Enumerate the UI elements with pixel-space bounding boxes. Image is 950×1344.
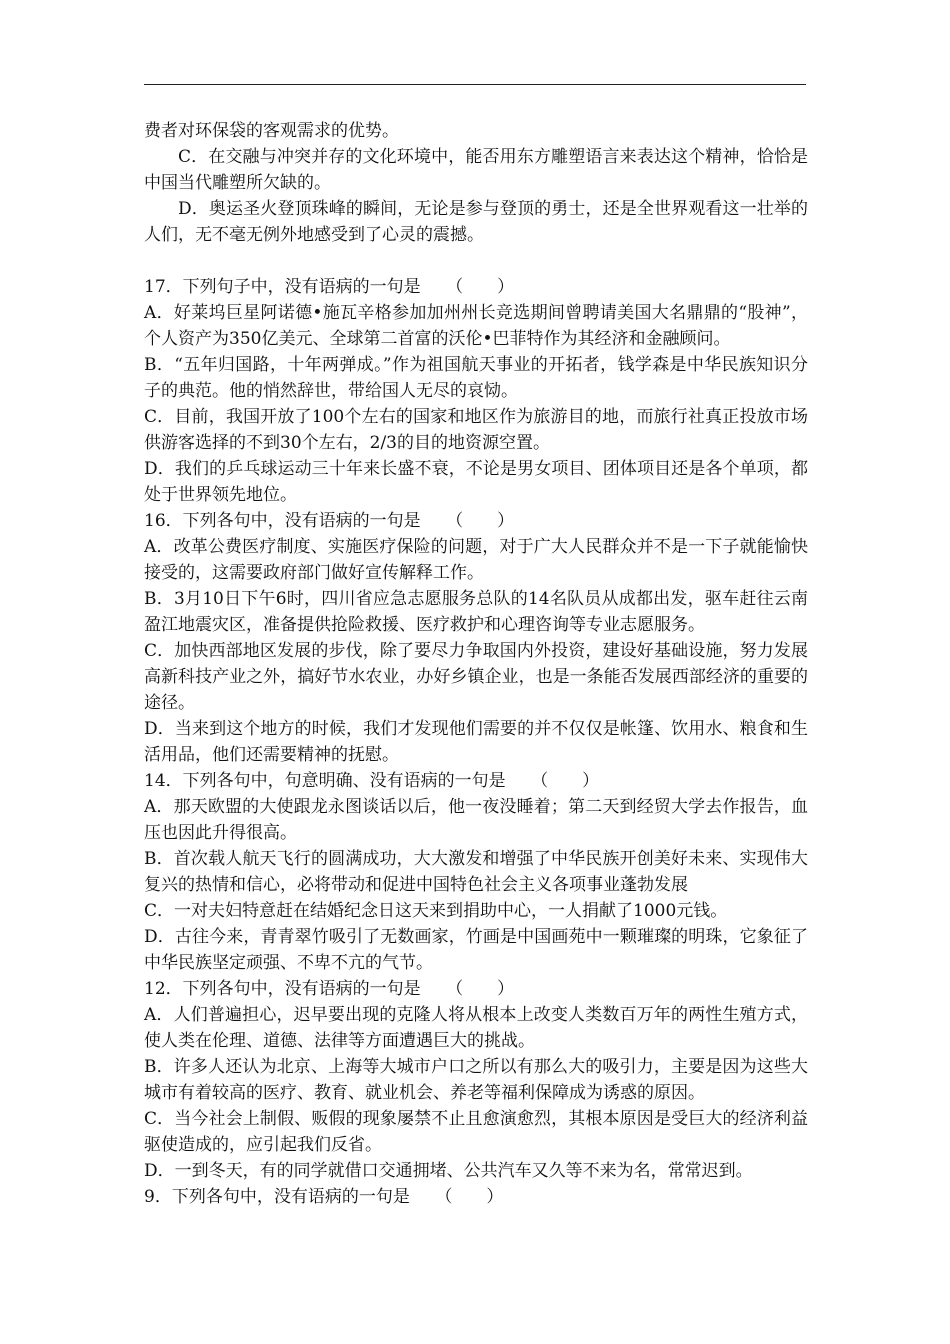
option-d: D．一到冬天，有的同学就借口交通拥堵、公共汽车又久等不来为名，常常迟到。 (144, 1161, 753, 1181)
question-stem: 9．下列各句中，没有语病的一句是 （ ） (144, 1187, 504, 1207)
option-b: B．3月10日下午6时，四川省应急志愿服务总队的14名队员从成都出发，驱车赶往云南盈江地震灾区，准备提供抢险救援、医疗救护和心理咨询等专业志愿服务。 (144, 589, 808, 635)
question-stem: 17．下列句子中，没有语病的一句是 （ ） (144, 277, 515, 297)
option-c: C．加快西部地区发展的步伐，除了要尽力争取国内外投资，建设好基础设施，努力发展高新科技产业之外，搞好节水农业，办好乡镇企业，也是一条能否发展西部经济的重要的途径。 (144, 641, 808, 713)
question-stem: 14．下列各句中，句意明确、没有语病的一句是 （ ） (144, 771, 600, 791)
question-16 (144, 508, 808, 768)
question-17 (144, 274, 808, 508)
option-b: B．许多人还认为北京、上海等大城市户口之所以有那么大的吸引力，主要是因为这些大城市有着较高的医疗、教育、就业机会、养老等福利保障成为诱惑的原因。 (144, 1057, 808, 1103)
question-12 (144, 976, 808, 1184)
option-d: D．我们的乒乓球运动三十年来长盛不衰，不论是男女项目、团体项目还是各个单项，都处于世界领先地位。 (144, 459, 808, 505)
option-a: A．那天欧盟的大使跟龙永图谈话以后，他一夜没睡着；第二天到经贸大学去作报告，血压也因此升得很高。 (144, 797, 808, 843)
option-c: C．当今社会上制假、贩假的现象屡禁不止且愈演愈烈，其根本原因是受巨大的经济利益驱使造成的，应引起我们反省。 (144, 1109, 808, 1155)
header-rule (144, 84, 806, 85)
question-9 (144, 1184, 808, 1210)
question-14 (144, 768, 808, 976)
question-stem: 12．下列各句中，没有语病的一句是 （ ） (144, 979, 515, 999)
document-body (144, 118, 808, 1210)
intro-option-c: C．在交融与冲突并存的文化环境中，能否用东方雕塑语言来表达这个精神，恰恰是中国当代雕塑所欠缺的。 (144, 147, 808, 193)
intro-option-d: D．奥运圣火登顶珠峰的瞬间，无论是参与登顶的勇士，还是全世界观看这一壮举的人们，无不毫无例外地感受到了心灵的震撼。 (144, 199, 808, 245)
option-a: A．好莱坞巨星阿诺德•施瓦辛格参加加州州长竞选期间曾聘请美国大名鼎鼎的“股神”，个人资产为350亿美元、全球第二首富的沃伦•巴菲特作为其经济和金融顾问。 (144, 303, 808, 349)
option-b: B．首次载人航天飞行的圆满成功，大大激发和增强了中华民族开创美好未来、实现伟大复兴的热情和信心，必将带动和促进中国特色社会主义各项事业蓬勃发展 (144, 849, 808, 895)
option-b: B．“五年归国路，十年两弹成。”作为祖国航天事业的开拓者，钱学森是中华民族知识分子的典范。他的悄然辞世，带给国人无尽的哀恸。 (144, 355, 808, 401)
blank-gap (144, 248, 808, 274)
option-c: C．一对夫妇特意赶在结婚纪念日这天来到捐助中心，一人捐献了1000元钱。 (144, 901, 728, 921)
option-a: A．人们普遍担心，迟早要出现的克隆人将从根本上改变人类数百万年的两性生殖方式，使人类在伦理、道德、法律等方面遭遇巨大的挑战。 (144, 1005, 808, 1051)
option-c: C．目前，我国开放了100个左右的国家和地区作为旅游目的地，而旅行社真正投放市场供游客选择的不到30个左右，2/3的目的地资源空置。 (144, 407, 808, 453)
intro-line: 费者对环保袋的客观需求的优势。 (144, 121, 399, 141)
option-a: A．改革公费医疗制度、实施医疗保险的问题，对于广大人民群众并不是一下子就能愉快接受的，这需要政府部门做好宣传解释工作。 (144, 537, 808, 583)
option-d: D．古往今来，青青翠竹吸引了无数画家，竹画是中国画苑中一颗璀璨的明珠，它象征了中华民族坚定顽强、不卑不亢的气节。 (144, 927, 808, 973)
question-stem: 16．下列各句中，没有语病的一句是 （ ） (144, 511, 515, 531)
option-d: D．当来到这个地方的时候，我们才发现他们需要的并不仅仅是帐篷、饮用水、粮食和生活用品，他们还需要精神的抚慰。 (144, 719, 808, 765)
